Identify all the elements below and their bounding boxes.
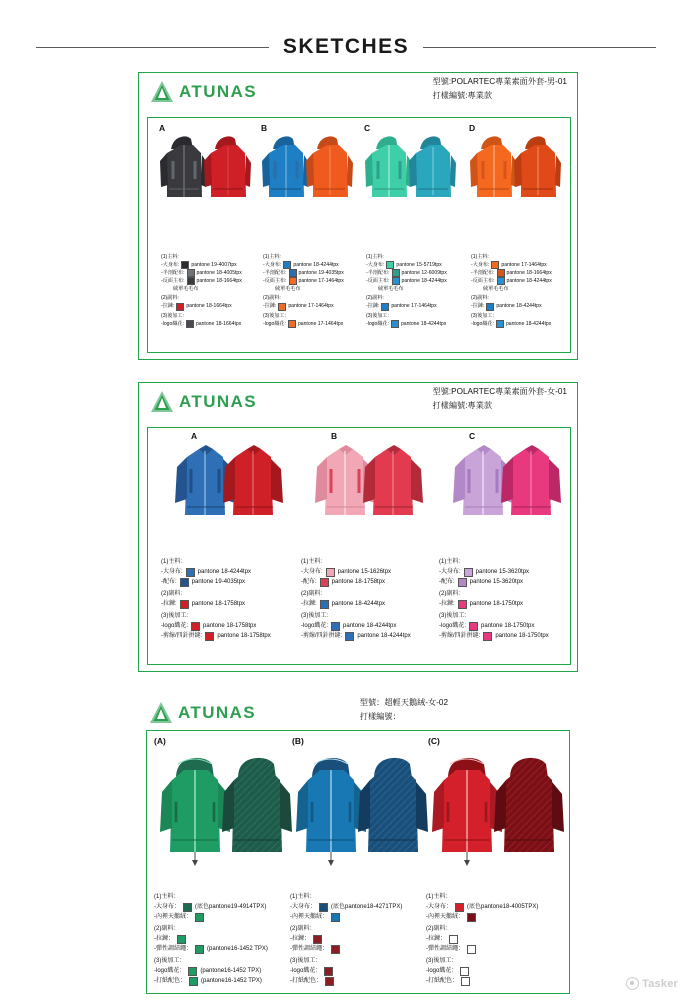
spec-group-label: (2)副料: [263, 295, 281, 302]
pantone-value: pantone 18-1664tpx [506, 269, 552, 276]
pantone-value: pantone 18-4244tpx [343, 622, 397, 629]
pantone-value: pantone 19-4007tpx [191, 261, 237, 268]
color-swatch [497, 277, 505, 285]
spec-group-label: (2)副料： [290, 925, 316, 932]
watermark-label: Tasker [642, 977, 678, 990]
color-swatch [289, 277, 297, 285]
sheet-men-01 [138, 72, 578, 360]
spec-label: -logo織花: [263, 321, 286, 328]
color-swatch [288, 320, 296, 328]
pantone-value: pantone 15-3620tpx [469, 578, 524, 585]
spec-group-label: (2)副料： [154, 925, 180, 932]
pantone-value: pantone 18-4244tpx [400, 321, 447, 328]
spec-label: -大身布: [161, 568, 183, 575]
spec-label: -大身布: [366, 261, 385, 268]
spec-block-women-a [161, 555, 271, 641]
pantone-value: pantone 17-1464tpx [391, 303, 437, 310]
pantone-value: pantone 18-1758tpx [203, 622, 257, 629]
spec-label: -內裡天鵝絨： [154, 913, 192, 920]
spec-group-label: (1)主料: [301, 558, 323, 565]
spec-block-c [366, 251, 447, 328]
color-swatch [331, 622, 340, 631]
jacket-figure-blue [290, 748, 428, 889]
color-swatch [289, 269, 297, 277]
spec-label: -logo織花： [154, 967, 186, 974]
fabric-note: 絨單毛毛布 [275, 285, 301, 292]
spec-group-label: (3)後加工: [161, 612, 189, 619]
color-swatch [331, 945, 340, 954]
spec-group-label: (3)後加工: [471, 313, 494, 319]
pantone-value: pantone 18-1750tpx [495, 632, 549, 639]
spec-label: -反面主布: [263, 277, 287, 284]
color-swatch [455, 903, 464, 912]
spec-label: -配布: [439, 578, 455, 585]
jacket-figure-b [259, 131, 355, 246]
spec-group-label: (1)主料： [290, 893, 316, 900]
spec-label: -拉鍊: [439, 600, 455, 607]
spec-block-green [154, 890, 268, 986]
brand-logo [148, 700, 256, 726]
spec-label: -反面主布: [366, 277, 390, 284]
color-swatch [180, 600, 189, 609]
page-header [0, 30, 692, 64]
spec-group-label: (1)主料: [366, 253, 384, 260]
model-number: 型號:POLARTEC專業素面外套-男-01 [432, 77, 567, 86]
spec-label: -剪線/四針拼縫: [301, 632, 343, 639]
spec-block-a [161, 251, 242, 328]
spec-label: -logo織花： [290, 967, 322, 974]
pantone-value: pantone 18-4244tpx [293, 261, 339, 268]
spec-label: -半剖配布: [471, 269, 495, 276]
panel-letter-b: B [331, 431, 338, 441]
jacket-figure-c [362, 131, 458, 246]
color-swatch [345, 632, 354, 641]
spec-label: -半剖配布: [263, 269, 287, 276]
spec-label: -logo織花: [301, 622, 329, 629]
panel-letter-a: (A) [154, 736, 166, 746]
page-title: SKETCHES [282, 35, 410, 58]
brand-name: ATUNAS [178, 703, 256, 722]
spec-label: -logo織花： [426, 967, 458, 974]
pantone-value: pantone 18-1750tpx [481, 622, 535, 629]
spec-label: -剪線/四針拼縫: [161, 632, 203, 639]
header-rule-right [423, 47, 656, 48]
spec-group-label: (2)副料: [471, 295, 489, 302]
color-swatch [186, 568, 195, 577]
spec-group-label: (1)主料： [426, 893, 452, 900]
color-swatch [187, 277, 195, 285]
spec-group-label: (2)副料: [161, 295, 179, 302]
pantone-value: (pantone16-1452 TPX) [201, 977, 262, 984]
color-swatch [177, 935, 186, 944]
panel-letter-b: B [261, 123, 268, 133]
jacket-figure-women-c [435, 441, 567, 554]
spec-group-label: (3)後加工： [426, 957, 458, 964]
spec-label: -彈性調結繩： [154, 945, 192, 952]
spec-label: -大身布: [161, 261, 180, 268]
pantone-value: pantone 17-1464tpx [501, 261, 547, 268]
spec-group-label: (1)主料: [471, 253, 489, 260]
pantone-value: pantone 18-4244tpx [496, 303, 542, 310]
sheet-women-01-meta [432, 385, 567, 412]
color-swatch [469, 622, 478, 631]
sheet-women-02-meta [360, 696, 448, 723]
spec-label: -大身布： [154, 903, 180, 910]
color-swatch [460, 967, 469, 976]
pantone-value: pantone 18-1750tpx [469, 600, 524, 607]
color-swatch [458, 578, 467, 587]
pantone-value: pantone 18-4244tpx [357, 632, 411, 639]
spec-label: -拉鍊: [161, 600, 177, 607]
spec-label: -打紙配色： [290, 977, 322, 984]
color-swatch [188, 967, 197, 976]
spec-label: -彈性調結繩： [290, 945, 328, 952]
spec-label: -logo織花: [366, 321, 389, 328]
pantone-value: pantone 18-4244tpx [506, 277, 552, 284]
pantone-value: pantone 18-1664tpx [196, 277, 242, 284]
panel-letter-a: A [159, 123, 166, 133]
color-swatch [392, 277, 400, 285]
spec-label: -大身布: [263, 261, 282, 268]
fabric-note: 絨單毛毛布 [378, 285, 404, 292]
spec-label: -半剖配布: [366, 269, 390, 276]
pantone-value: pantone 18-4005tpx [196, 269, 242, 276]
color-swatch [278, 303, 286, 311]
jacket-figure-d [467, 131, 563, 246]
spec-label: -內裡天鵝絨： [290, 913, 328, 920]
panel-letter-c: C [469, 431, 476, 441]
panel-letter-c: (C) [428, 736, 440, 746]
pantone-value: (pantone16-1452 TPX) [207, 945, 268, 952]
jacket-figure-red [426, 748, 564, 889]
color-swatch [180, 578, 189, 587]
color-swatch [458, 600, 467, 609]
jacket-figure-women-a [157, 441, 289, 554]
pantone-value: pantone 19-4035tpx [191, 578, 246, 585]
pantone-value: pantone 19-4035tpx [298, 269, 344, 276]
spec-label: -logo織花: [161, 622, 189, 629]
pantone-value: pantone 12-6009tpx [401, 269, 447, 276]
color-swatch [189, 977, 198, 986]
spec-label: -logo織花: [161, 321, 184, 328]
panel-letter-a: A [191, 431, 198, 441]
spec-label: -拉鍊: [471, 303, 485, 310]
pantone-value: pantone 18-1664tpx [195, 321, 242, 328]
pantone-value: pantone 18-4244tpx [197, 568, 252, 575]
brand-name: ATUNAS [179, 82, 257, 101]
color-swatch [381, 303, 389, 311]
color-swatch [497, 269, 505, 277]
spec-group-label: (1)主料: [161, 253, 179, 260]
pantone-value: pantone 15-5719tpx [396, 261, 442, 268]
sheet-women-02-header [138, 694, 578, 732]
sheet-men-01-header [139, 73, 577, 111]
header-rule-left [36, 47, 269, 48]
sheet-women-02 [138, 694, 578, 994]
color-swatch [464, 568, 473, 577]
spec-group-label: (2)副料： [426, 925, 452, 932]
spec-label: -配布: [161, 578, 177, 585]
color-swatch [191, 622, 200, 631]
spec-group-label: (3)後加工： [290, 957, 322, 964]
spec-group-label: (1)主料： [154, 893, 180, 900]
brand-name: ATUNAS [179, 392, 257, 411]
pantone-value: pantone 18-1758tpx [191, 600, 246, 607]
pantone-value: pantone 18-1758tpx [331, 578, 386, 585]
tasker-watermark [626, 977, 678, 990]
color-swatch [320, 578, 329, 587]
spec-label: -拉鍊： [290, 935, 310, 942]
spec-group-label: (1)主料: [263, 253, 281, 260]
sample-number: 打樣編號:專業款 [432, 400, 493, 410]
color-swatch [195, 945, 204, 954]
color-swatch [496, 320, 504, 328]
color-swatch [483, 632, 492, 641]
pantone-value: pantone 18-1758tpx [217, 632, 271, 639]
jacket-figure-women-b [297, 441, 429, 554]
spec-label: -logo織花: [439, 622, 467, 629]
spec-label: -打紙配色： [426, 977, 458, 984]
brand-logo [149, 79, 257, 105]
spec-label: -大身布： [426, 903, 452, 910]
spec-label: -logo織花: [471, 321, 494, 328]
sheet-men-01-meta [432, 75, 567, 102]
spec-group-label: (3)後加工： [154, 957, 186, 964]
color-swatch [331, 913, 340, 922]
pantone-value: pantone 17-1464tpx [297, 321, 344, 328]
color-swatch [392, 269, 400, 277]
spec-group-label: (2)副料: [439, 590, 461, 597]
pantone-value: pantone 18-4244tpx [401, 277, 447, 284]
spec-label: -配布: [301, 578, 317, 585]
sample-number: 打樣編號： [359, 711, 401, 721]
spec-block-blue [290, 890, 402, 986]
jacket-figure-a [157, 131, 253, 246]
spec-block-b [263, 251, 344, 328]
sheet-women-01 [138, 382, 578, 672]
pantone-value: pantone 15-1626tpx [337, 568, 392, 575]
spec-group-label: (3)後加工: [263, 313, 286, 319]
pantone-value: (底色pantone18-4005TPX) [467, 903, 539, 910]
spec-label: -大身布: [471, 261, 490, 268]
pantone-value: pantone 17-1464tpx [288, 303, 334, 310]
spec-label: -剪線/四針拼縫: [439, 632, 481, 639]
spec-group-label: (1)主料: [161, 558, 183, 565]
atunas-mountain-logo-icon [149, 389, 175, 415]
color-swatch [205, 632, 214, 641]
sample-number: 打樣編號:專業款 [432, 90, 493, 100]
pantone-value: pantone 18-4244tpx [505, 321, 552, 328]
atunas-mountain-logo-icon [148, 700, 174, 726]
model-number: 型號:POLARTEC專業素面外套-女-01 [432, 387, 567, 396]
spec-group-label: (1)主料: [439, 558, 461, 565]
panel-letter-d: D [469, 123, 476, 133]
pantone-value: pantone 15-3620tpx [475, 568, 530, 575]
color-swatch [195, 913, 204, 922]
panel-letter-b: (B) [292, 736, 304, 746]
spec-label: -拉鍊: [366, 303, 380, 310]
color-swatch [186, 320, 194, 328]
fabric-note: 絨單毛毛布 [483, 285, 509, 292]
tasker-logo-icon [626, 977, 639, 990]
color-swatch [386, 261, 394, 269]
fabric-note: 絨單毛毛布 [173, 285, 199, 292]
color-swatch [319, 903, 328, 912]
spec-label: -打紙配色： [154, 977, 186, 984]
color-swatch [283, 261, 291, 269]
spec-block-red [426, 890, 538, 986]
pantone-value: (pantone16-1452 TPX) [200, 967, 262, 974]
spec-label: -拉鍊: [161, 303, 175, 310]
spec-label: -大身布: [301, 568, 323, 575]
spec-block-women-c [439, 555, 549, 641]
pantone-value: pantone 18-1664tpx [186, 303, 232, 310]
model-number: 型號：超輕天鵝絨-女-02 [359, 698, 448, 707]
spec-label: -反面主布: [161, 277, 185, 284]
spec-block-d [471, 251, 552, 328]
spec-block-women-b [301, 555, 411, 641]
brand-logo [149, 389, 257, 415]
color-swatch [461, 977, 470, 986]
spec-group-label: (3)後加工: [301, 612, 329, 619]
color-swatch [467, 945, 476, 954]
color-swatch [183, 903, 192, 912]
panel-letter-c: C [364, 123, 371, 133]
color-swatch [486, 303, 494, 311]
jacket-figure-green [154, 748, 292, 889]
spec-label: -反面主布: [471, 277, 495, 284]
spec-group-label: (3)後加工: [439, 612, 467, 619]
pantone-value: pantone 17-1464tpx [298, 277, 344, 284]
pantone-value: pantone 18-4244tpx [331, 600, 386, 607]
color-swatch [326, 568, 335, 577]
atunas-mountain-logo-icon [149, 79, 175, 105]
color-swatch [449, 935, 458, 944]
pantone-value: (底色pantone18-4271TPX) [331, 903, 403, 910]
spec-group-label: (3)後加工: [366, 313, 389, 319]
spec-label: -彈性調結繩： [426, 945, 464, 952]
spec-label: -拉鍊： [426, 935, 446, 942]
color-swatch [320, 600, 329, 609]
spec-label: -拉鍊: [301, 600, 317, 607]
spec-label: -內裡天鵝絨： [426, 913, 464, 920]
color-swatch [391, 320, 399, 328]
color-swatch [324, 967, 333, 976]
spec-label: -大身布： [290, 903, 316, 910]
spec-group-label: (2)副料: [161, 590, 183, 597]
color-swatch [467, 913, 476, 922]
pantone-value: (底色pantone19-4914TPX) [195, 903, 267, 910]
spec-label: -拉鍊： [154, 935, 174, 942]
spec-group-label: (3)後加工: [161, 313, 184, 319]
spec-label: -半剖配布: [161, 269, 185, 276]
spec-group-label: (2)副料: [301, 590, 323, 597]
color-swatch [325, 977, 334, 986]
color-swatch [187, 269, 195, 277]
sheet-women-01-header [139, 383, 577, 421]
color-swatch [313, 935, 322, 944]
color-swatch [491, 261, 499, 269]
color-swatch [176, 303, 184, 311]
spec-group-label: (2)副料: [366, 295, 384, 302]
color-swatch [181, 261, 189, 269]
spec-label: -拉鍊: [263, 303, 277, 310]
spec-label: -大身布: [439, 568, 461, 575]
